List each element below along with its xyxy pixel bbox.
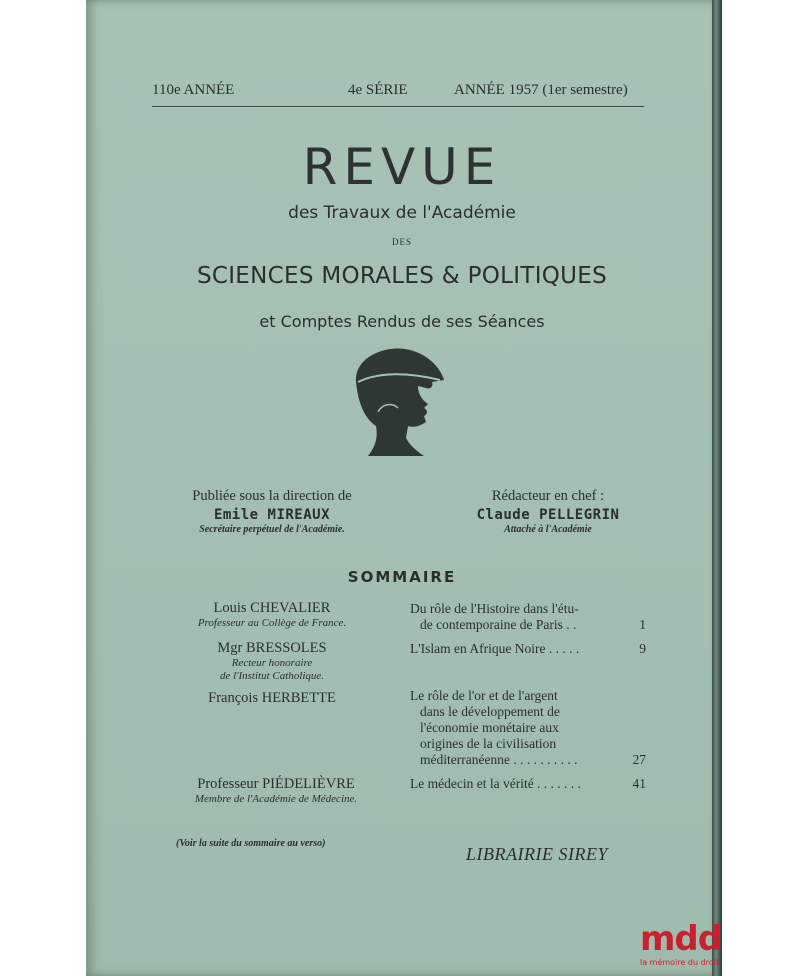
athena-helmet-icon bbox=[348, 342, 448, 458]
subtitle-comptes-rendus: et Comptes Rendus de ses Séances bbox=[259, 312, 545, 331]
author-name: Mgr BRESSOLES bbox=[217, 640, 327, 656]
subtitle-travaux: des Travaux de l'Académie bbox=[288, 203, 516, 223]
page-number: 27 bbox=[632, 752, 646, 767]
page-number: 9 bbox=[639, 641, 646, 656]
page-number: 1 bbox=[639, 617, 646, 632]
article-line: dans le développement de bbox=[420, 704, 560, 719]
logo-caption: la mémoire du droit bbox=[640, 958, 720, 967]
article-line: méditerranéenne . . . . . . . . . . bbox=[420, 752, 578, 767]
author-title: Recteur honoraire bbox=[231, 657, 313, 669]
author-entry bbox=[162, 600, 382, 630]
continuation-note: (Voir la suite du sommaire au verso) bbox=[176, 838, 326, 849]
article-title bbox=[410, 601, 616, 633]
author-title: de l'Institut Catholique. bbox=[219, 670, 325, 682]
article-line: Du rôle de l'Histoire dans l'étu- bbox=[410, 601, 579, 616]
sommaire-heading: SOMMAIRE bbox=[347, 568, 457, 586]
page-number: 41 bbox=[632, 776, 646, 791]
header-rule bbox=[152, 106, 644, 107]
director-name: Emile MIREAUX bbox=[213, 507, 331, 523]
director-label: Publiée sous la direction de bbox=[192, 488, 352, 504]
editor-label: Rédacteur en chef : bbox=[491, 488, 605, 504]
editor-role: Attaché à l'Académie bbox=[504, 524, 592, 535]
author-entry bbox=[160, 776, 392, 806]
editor-name: Claude PELLEGRIN bbox=[476, 507, 620, 523]
watermark-logo bbox=[640, 919, 722, 976]
article-title bbox=[410, 776, 616, 792]
director-block bbox=[170, 488, 374, 535]
author-entry bbox=[162, 690, 382, 707]
article-line: de contemporaine de Paris . . bbox=[420, 617, 577, 632]
subtitle-sciences: SCIENCES MORALES & POLITIQUES bbox=[196, 263, 608, 289]
logo-mark: mdd bbox=[640, 919, 722, 959]
article-line: Le médecin et la vérité . . . . . . . bbox=[410, 776, 581, 791]
year: ANNÉE 1957 (1er semestre) bbox=[454, 82, 628, 98]
author-name: Louis CHEVALIER bbox=[213, 600, 331, 616]
editor-block bbox=[446, 488, 650, 535]
journal-title: REVUE bbox=[302, 138, 502, 196]
author-name: Professeur PIÉDELIÈVRE bbox=[197, 776, 355, 792]
subtitle-des: DES bbox=[391, 237, 412, 247]
article-title bbox=[410, 688, 616, 768]
author-entry bbox=[162, 640, 382, 683]
article-line: Le rôle de l'or et de l'argent bbox=[410, 688, 558, 703]
director-role: Secrétaire perpétuel de l'Académie. bbox=[199, 524, 345, 535]
author-title: Membre de l'Académie de Médecine. bbox=[194, 793, 358, 805]
header-line bbox=[152, 82, 644, 102]
article-line: origines de la civilisation bbox=[420, 736, 557, 751]
article-title bbox=[410, 641, 616, 657]
author-title: Professeur au Collège de France. bbox=[197, 617, 347, 629]
article-line: L'Islam en Afrique Noire . . . . . bbox=[410, 641, 580, 656]
series: 4e SÉRIE bbox=[348, 82, 408, 98]
author-name: François HERBETTE bbox=[208, 690, 336, 706]
publisher-name: LIBRAIRIE SIREY bbox=[466, 844, 608, 864]
article-line: l'économie monétaire aux bbox=[420, 720, 559, 735]
year-count: 110e ANNÉE bbox=[152, 82, 235, 98]
